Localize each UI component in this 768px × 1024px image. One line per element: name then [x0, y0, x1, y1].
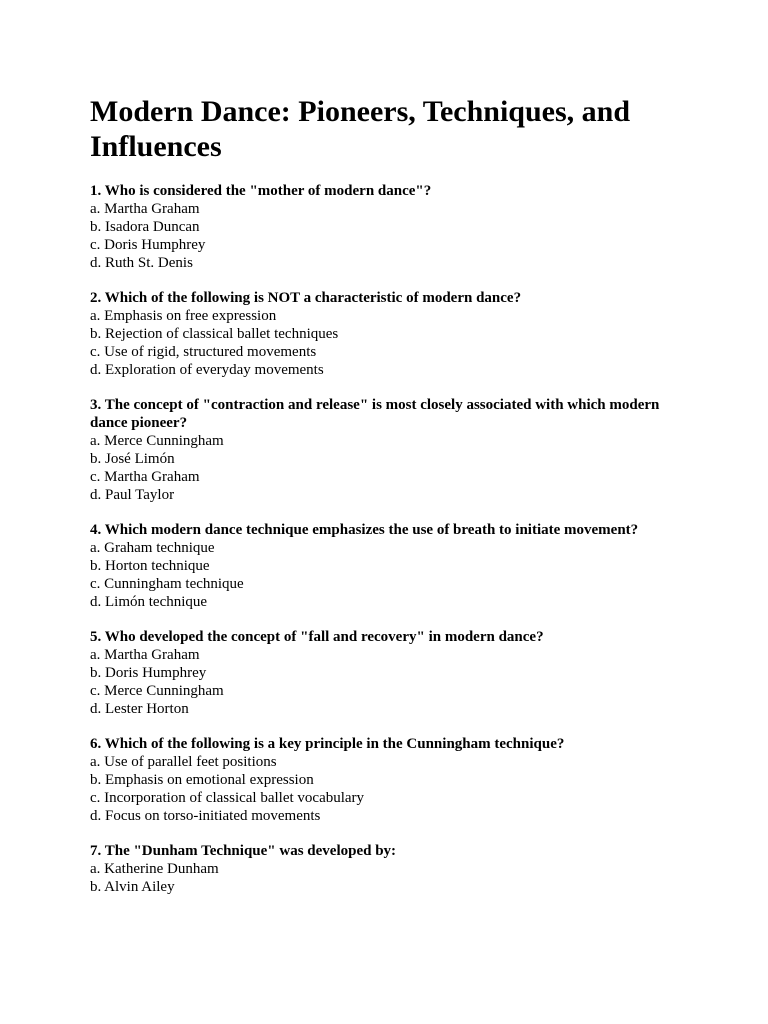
- answer-option: b. Emphasis on emotional expression: [90, 772, 314, 788]
- answer-option: d. Ruth St. Denis: [90, 255, 193, 271]
- answer-option: d. Limón technique: [90, 594, 208, 610]
- answer-option: b. Rejection of classical ballet techniques: [90, 326, 339, 342]
- answer-option: b. Isadora Duncan: [90, 219, 200, 235]
- answer-option: c. Doris Humphrey: [90, 237, 206, 253]
- question-2: [90, 289, 678, 379]
- question-text: 3. The concept of "contraction and release" is most closely associated with which modern dance pioneer?: [90, 397, 660, 431]
- question-6: [90, 735, 678, 825]
- answer-option: a. Martha Graham: [90, 647, 200, 663]
- answer-option: b. Doris Humphrey: [90, 665, 207, 681]
- question-3: [90, 396, 678, 504]
- question-text: 5. Who developed the concept of "fall and recovery" in modern dance?: [90, 629, 544, 645]
- page-title: Modern Dance: Pioneers, Techniques, and Influences: [90, 95, 631, 163]
- answer-option: b. Horton technique: [90, 558, 210, 574]
- answer-option: b. Alvin Ailey: [90, 879, 175, 895]
- question-text: 6. Which of the following is a key principle in the Cunningham technique?: [90, 736, 565, 752]
- question-text: 1. Who is considered the "mother of modern dance"?: [90, 183, 432, 199]
- answer-option: c. Merce Cunningham: [90, 683, 224, 699]
- answer-option: c. Cunningham technique: [90, 576, 244, 592]
- answer-option: c. Martha Graham: [90, 469, 200, 485]
- answer-option: d. Focus on torso-initiated movements: [90, 808, 321, 824]
- question-5: [90, 628, 678, 718]
- answer-option: d. Lester Horton: [90, 701, 189, 717]
- answer-option: a. Katherine Dunham: [90, 861, 219, 877]
- question-text: 7. The "Dunham Technique" was developed by:: [90, 843, 397, 859]
- answer-option: c. Use of rigid, structured movements: [90, 344, 317, 360]
- answer-option: b. José Limón: [90, 451, 175, 467]
- question-text: 2. Which of the following is NOT a characteristic of modern dance?: [90, 290, 522, 306]
- answer-option: c. Incorporation of classical ballet vocabulary: [90, 790, 365, 806]
- answer-option: a. Graham technique: [90, 540, 215, 556]
- answer-option: a. Merce Cunningham: [90, 433, 224, 449]
- answer-option: d. Paul Taylor: [90, 487, 175, 503]
- question-1: [90, 182, 678, 272]
- answer-option: a. Use of parallel feet positions: [90, 754, 277, 770]
- answer-option: a. Emphasis on free expression: [90, 308, 277, 324]
- answer-option: d. Exploration of everyday movements: [90, 362, 324, 378]
- question-7: [90, 842, 678, 896]
- question-text: 4. Which modern dance technique emphasizes the use of breath to initiate movement?: [90, 522, 639, 538]
- question-4: [90, 521, 678, 611]
- answer-option: a. Martha Graham: [90, 201, 200, 217]
